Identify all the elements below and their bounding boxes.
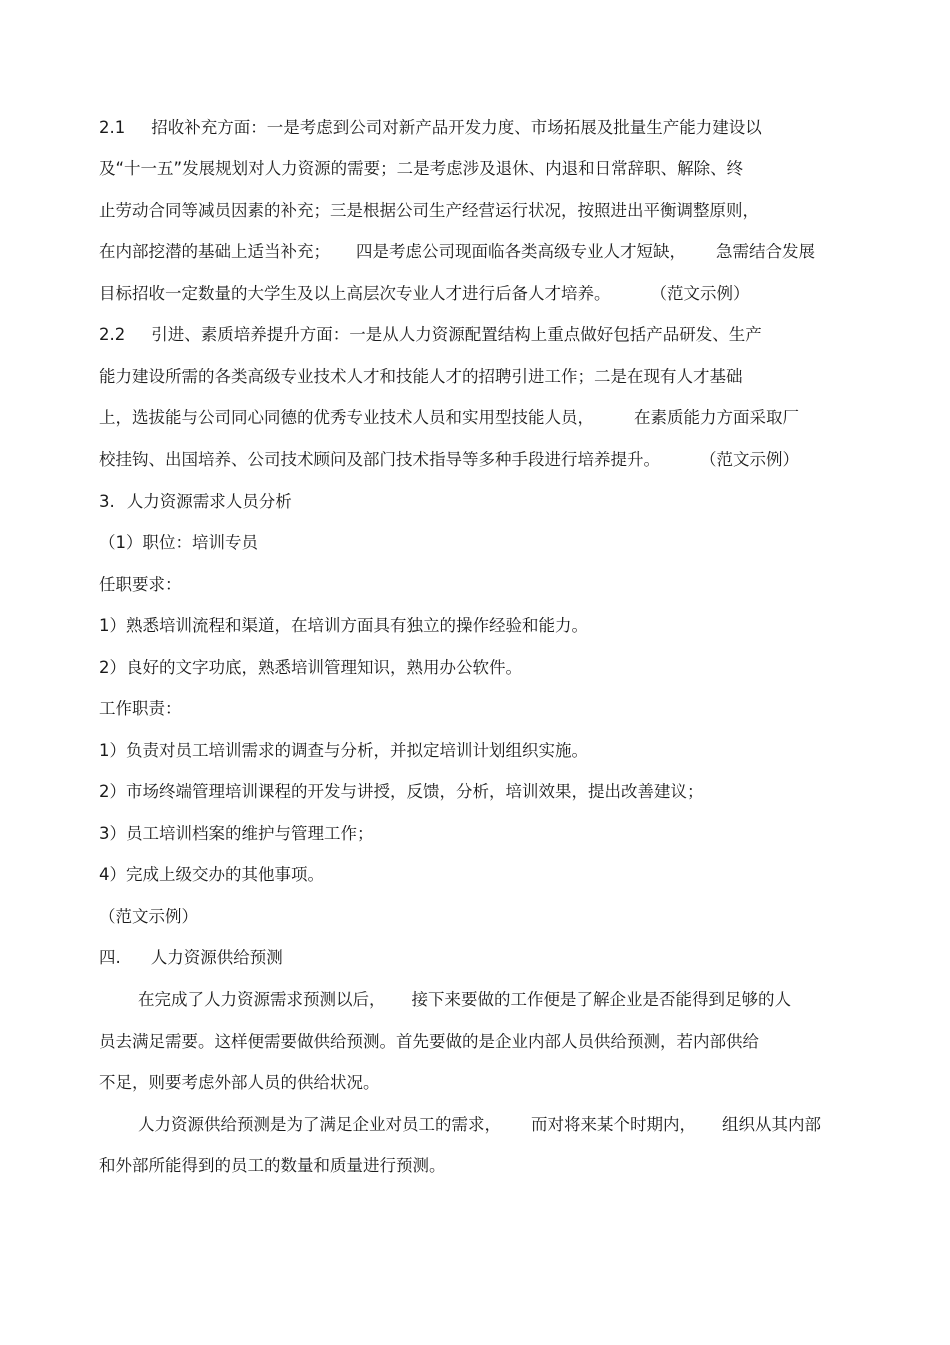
duty-4: 4）完成上级交办的其他事项。 (99, 865, 324, 884)
section-4-heading (99, 947, 859, 969)
section-title: 人力资源供给预测 (150, 948, 283, 967)
section-2-1-line-2: 及“十一五”发展规划对人力资源的需要；二是考虑涉及退休、内退和日常辞职、解除、终 (99, 159, 744, 178)
sample-note: （范文示例） (99, 907, 198, 926)
sample-note: （范文示例） (700, 450, 799, 469)
section-2-2-line-3: 上，选拔能与公司同心同德的优秀专业技术人员和实用型技能人员， 在素质能力方面采取厂 (99, 408, 799, 427)
section-2-2-line-4: 校挂钩、出国培养、公司技术顾问及部门技术指导等多种手段进行培养提升。 （范文示例） (99, 450, 799, 469)
paragraph-1-line-1: 在完成了人力资源需求预测以后， 接下来要做的工作便是了解企业是否能得到足够的人 (138, 990, 791, 1009)
section-2-1-line-4: 在内部挖潜的基础上适当补充； 四是考虑公司现面临各类高级专业人才短缺， 急需结合发展 (99, 242, 815, 261)
sample-note: （范文示例） (650, 284, 750, 303)
position-line: （1）职位：培训专员 (99, 533, 258, 552)
section-2-2-line-2: 能力建设所需的各类高级专业技术人才和技能人才的招聘引进工作；二是在现有人才基础 (99, 367, 743, 386)
requirement-1: 1）熟悉培训流程和渠道，在培训方面具有独立的操作经验和能力。 (99, 616, 588, 635)
section-number: 2.2 (99, 325, 126, 344)
section-2-1-line-1: 2.1 招收补充方面：一是考虑到公司对新产品开发力度、市场拓展及批量生产能力建设以 (99, 118, 762, 137)
paragraph-2-line-1: 人力资源供给预测是为了满足企业对员工的需求， 而对将来某个时期内， 组织从其内部 (138, 1115, 821, 1134)
section-number: 3. (99, 492, 115, 511)
duty-3: 3）员工培训档案的维护与管理工作； (99, 824, 374, 843)
paragraph-1-line-3: 不足，则要考虑外部人员的供给状况。 (99, 1073, 380, 1092)
duties-title: 工作职责： (99, 699, 182, 718)
duty-1: 1）负责对员工培训需求的调查与分析，并拟定培训计划组织实施。 (99, 741, 588, 760)
section-number: 四. (99, 948, 121, 967)
section-title: 人力资源需求人员分析 (126, 492, 292, 511)
duty-2: 2）市场终端管理培训课程的开发与讲授，反馈，分析，培训效果，提出改善建议； (99, 782, 704, 801)
requirements-title: 任职要求： (99, 575, 182, 594)
paragraph-1-line-2: 员去满足需要。这样便需要做供给预测。首先要做的是企业内部人员供给预测，若内部供给 (99, 1032, 759, 1051)
requirement-2: 2）良好的文字功底，熟悉培训管理知识，熟用办公软件。 (99, 658, 522, 677)
section-number: 2.1 (99, 118, 126, 137)
section-2-1-line-3: 止劳动合同等减员因素的补充；三是根据公司生产经营运行状况，按照进出平衡调整原则， (99, 201, 759, 220)
section-3-heading (99, 491, 859, 513)
paragraph-2-line-2: 和外部所能得到的员工的数量和质量进行预测。 (99, 1156, 446, 1175)
section-2-2-line-1: 2.2 引进、素质培养提升方面：一是从人力资源配置结构上重点做好包括产品研发、生产 (99, 325, 762, 344)
section-2-1-line-5: 目标招收一定数量的大学生及以上高层次专业人才进行后备人才培养。 （范文示例） (99, 284, 750, 303)
